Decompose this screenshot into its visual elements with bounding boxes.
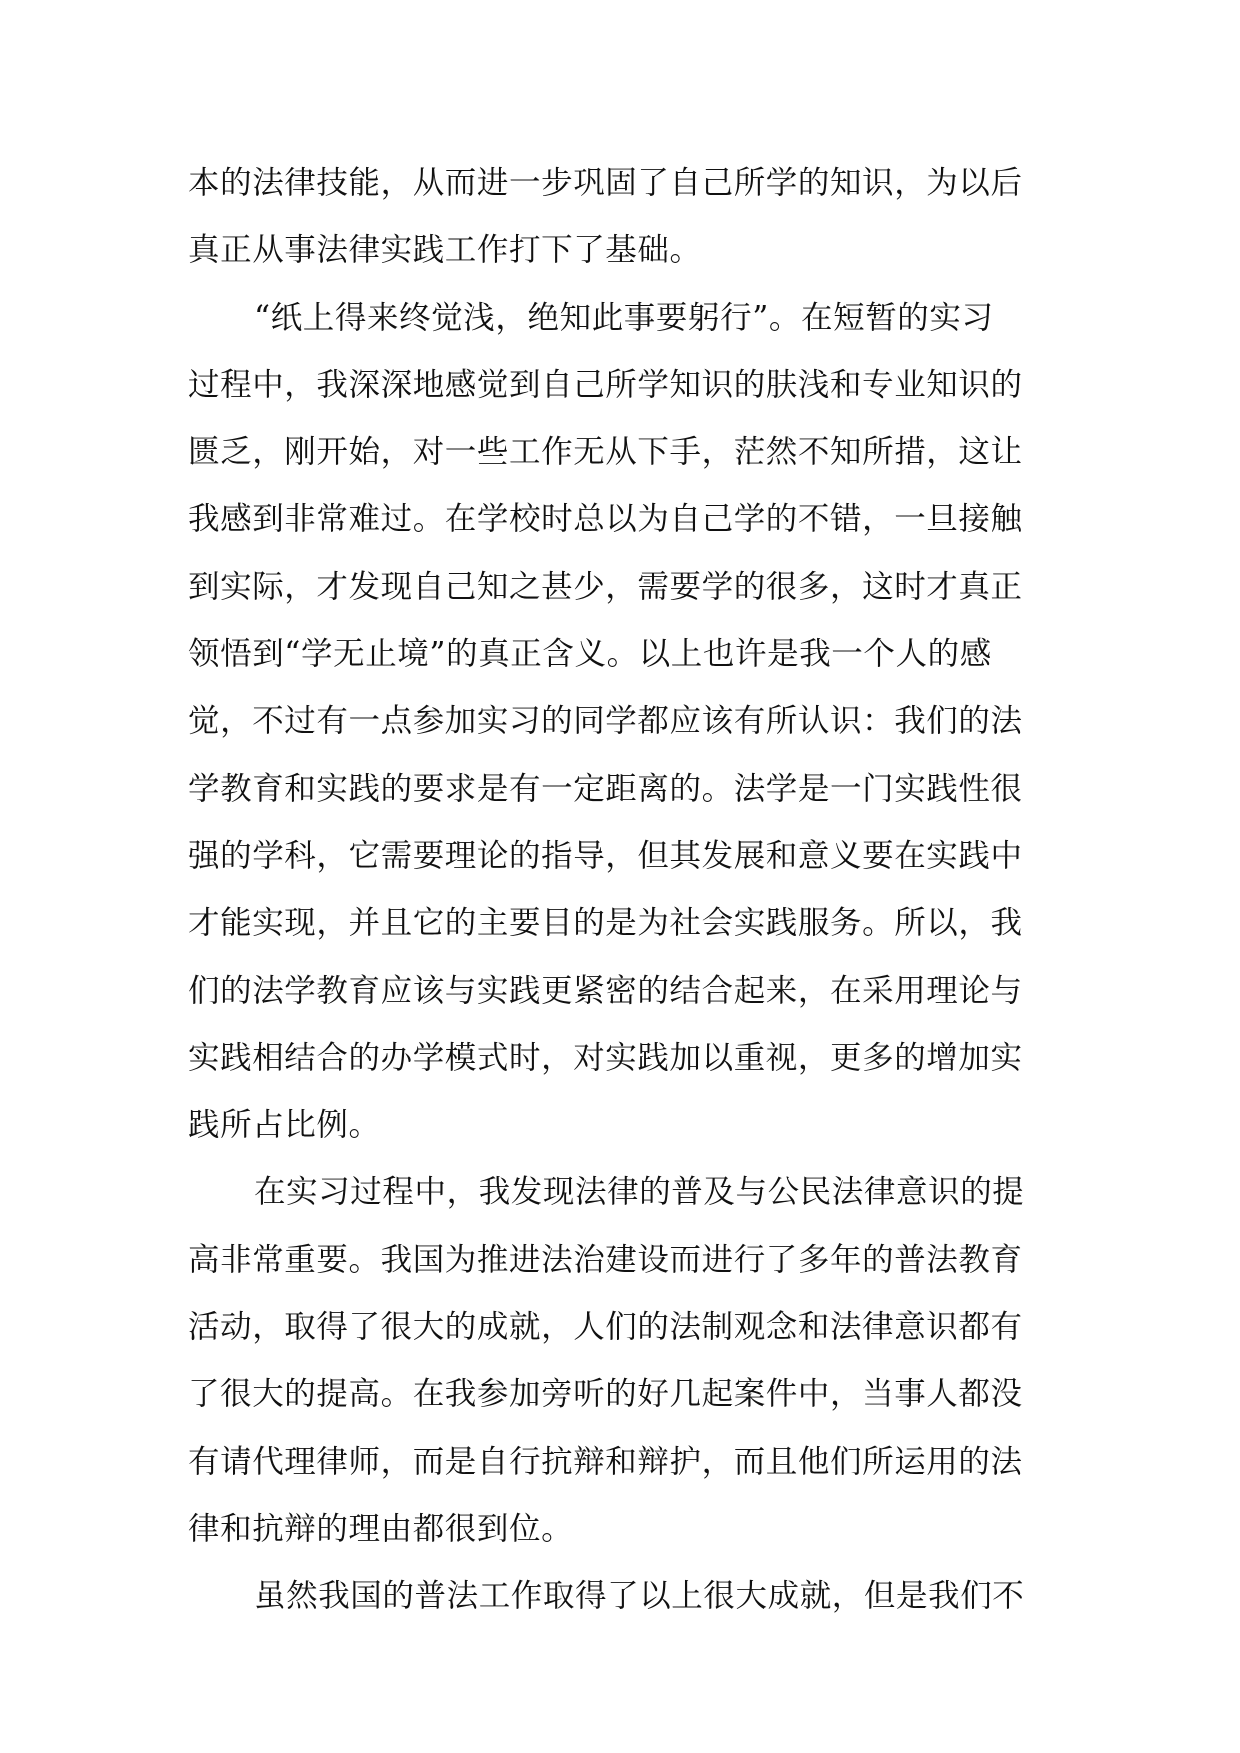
text-line: 了很大的提高。在我参加旁听的好几起案件中，当事人都没 <box>188 1376 1023 1413</box>
text-line: 在实习过程中，我发现法律的普及与公民法律意识的提 <box>254 1174 1025 1211</box>
text-line: 学教育和实践的要求是有一定距离的。法学是一门实践性很 <box>188 770 1023 807</box>
text-line: 匮乏，刚开始，对一些工作无从下手，茫然不知所措，这让 <box>188 434 1023 471</box>
paragraph <box>188 285 1058 1160</box>
text-line: 虽然我国的普法工作取得了以上很大成就，但是我们不 <box>254 1578 1025 1615</box>
text-line: 到实际，才发现自己知之甚少，需要学的很多，这时才真正 <box>188 568 1023 605</box>
text-line: 本的法律技能，从而进一步巩固了自己所学的知识，为以后 <box>188 165 1023 201</box>
text-line: 有请代理律师，而是自行抗辩和辩护，而且他们所运用的法 <box>188 1443 1023 1480</box>
text-line: 高非常重要。我国为推进法治建设而进行了多年的普法教育 <box>188 1241 1023 1278</box>
text-line: 觉，不过有一点参加实习的同学都应该有所认识：我们的法 <box>188 703 1023 740</box>
text-line: 领悟到“学无止境”的真正含义。以上也许是我一个人的感 <box>188 636 992 673</box>
text-line: 我感到非常难过。在学校时总以为自己学的不错，一旦接触 <box>188 501 1023 538</box>
text-line: 实践相结合的办学模式时，对实践加以重视，更多的增加实 <box>188 1039 1023 1076</box>
text-line: 践所占比例。 <box>188 1107 381 1144</box>
paragraph <box>188 150 1058 285</box>
text-line: 过程中，我深深地感觉到自己所学知识的肤浅和专业知识的 <box>188 366 1023 403</box>
text-line: 活动，取得了很大的成就，人们的法制观念和法律意识都有 <box>188 1309 1023 1346</box>
text-line: 们的法学教育应该与实践更紧密的结合起来，在采用理论与 <box>188 972 1023 1009</box>
paragraph <box>188 1563 1058 1630</box>
text-line: “纸上得来终觉浅，绝知此事要躬行”。在短暂的实习 <box>254 299 994 336</box>
text-line: 真正从事法律实践工作打下了基础。 <box>188 232 702 269</box>
text-line: 律和抗辩的理由都很到位。 <box>188 1510 574 1547</box>
paragraph <box>188 1159 1058 1563</box>
text-line: 才能实现，并且它的主要目的是为社会实践服务。所以，我 <box>188 905 1023 942</box>
document-body <box>188 150 1058 1631</box>
text-line: 强的学科，它需要理论的指导，但其发展和意义要在实践中 <box>188 837 1023 874</box>
